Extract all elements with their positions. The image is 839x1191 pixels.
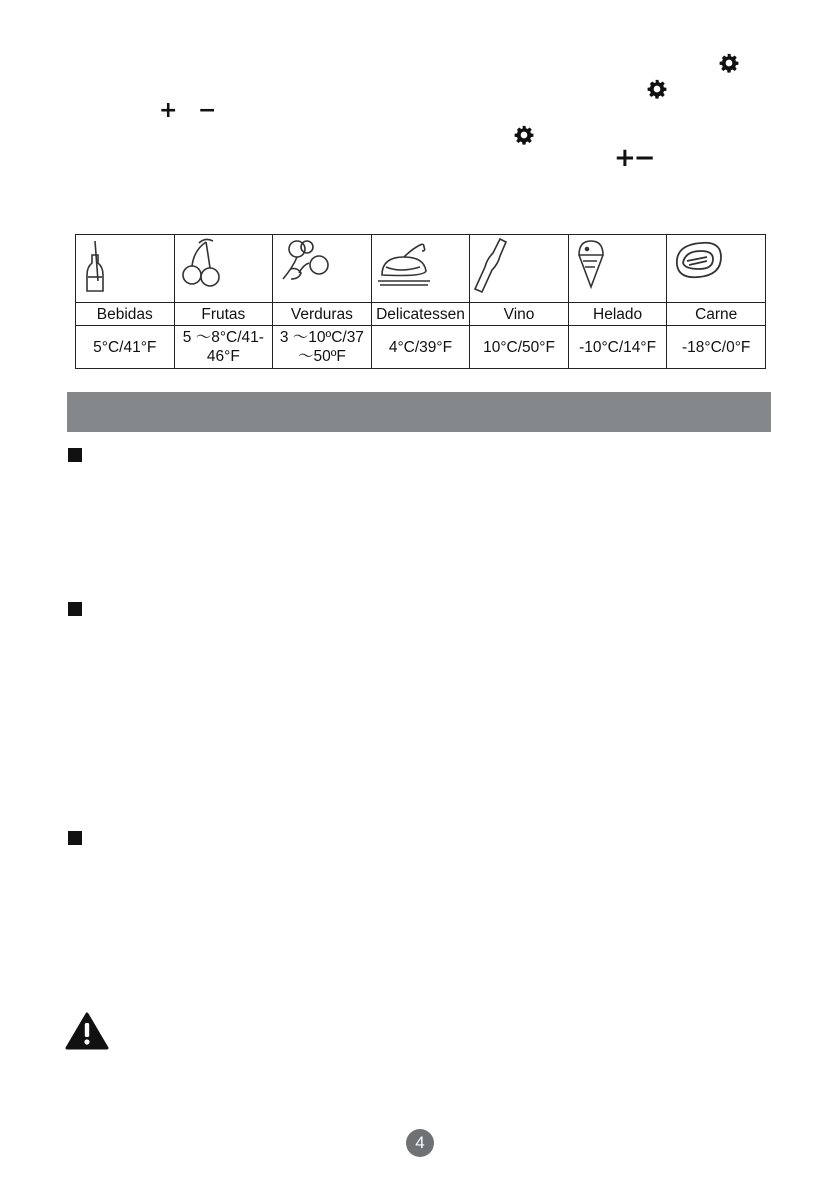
table-cell bbox=[667, 235, 766, 303]
table-cell bbox=[568, 235, 667, 303]
category-temp: -18°C/0°F bbox=[667, 326, 766, 369]
cherry-icon bbox=[179, 237, 225, 289]
vegetable-icon bbox=[277, 237, 335, 285]
table-cell bbox=[174, 235, 273, 303]
table-icon-row bbox=[76, 235, 766, 303]
table-name-row bbox=[76, 303, 766, 326]
ice-cream-icon bbox=[573, 237, 609, 291]
bottle-icon bbox=[80, 237, 110, 295]
category-temp: 5 ～8°C/41- 46°F bbox=[174, 326, 273, 369]
gear-icon bbox=[514, 125, 534, 145]
gear-icon bbox=[647, 79, 667, 99]
category-temp: 5°C/41°F bbox=[76, 326, 175, 369]
category-name: Delicatessen bbox=[371, 303, 470, 326]
bullet-square-icon bbox=[68, 602, 82, 616]
category-temp: 10°C/50°F bbox=[470, 326, 569, 369]
gear-icon bbox=[719, 53, 739, 73]
steak-icon bbox=[671, 237, 725, 283]
bullet-square-icon bbox=[68, 831, 82, 845]
category-temp: 3 ～10ºC/37～50ºF bbox=[273, 326, 372, 369]
wine-bottle-icon bbox=[474, 237, 514, 295]
category-name: Bebidas bbox=[76, 303, 175, 326]
minus-symbol: − bbox=[198, 98, 217, 123]
category-name: Frutas bbox=[174, 303, 273, 326]
plus-symbol: + bbox=[159, 98, 178, 123]
table-temp-row bbox=[76, 326, 766, 369]
table-cell bbox=[470, 235, 569, 303]
category-name: Helado bbox=[568, 303, 667, 326]
category-name: Carne bbox=[667, 303, 766, 326]
food-temperature-table bbox=[75, 234, 766, 369]
category-name: Vino bbox=[470, 303, 569, 326]
table-cell bbox=[371, 235, 470, 303]
category-temp: -10°C/14°F bbox=[568, 326, 667, 369]
bullet-square-icon bbox=[68, 448, 82, 462]
roast-chicken-icon bbox=[376, 237, 432, 287]
warning-icon bbox=[65, 1012, 109, 1050]
table-cell bbox=[76, 235, 175, 303]
page-number: 4 bbox=[406, 1129, 434, 1157]
section-header-bar bbox=[67, 392, 771, 432]
category-name: Verduras bbox=[273, 303, 372, 326]
table-cell bbox=[273, 235, 372, 303]
plus-minus-symbol: +− bbox=[614, 143, 654, 173]
category-temp: 4°C/39°F bbox=[371, 326, 470, 369]
